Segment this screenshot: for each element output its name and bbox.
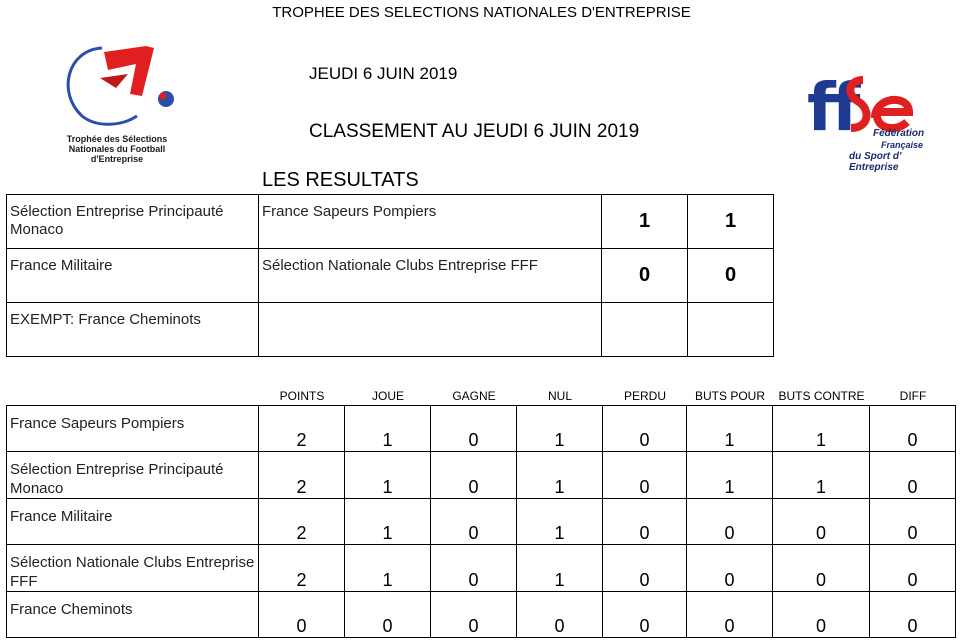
result-away-score xyxy=(688,303,774,357)
stat-buts-pour: 1 xyxy=(687,406,773,452)
result-home-score: 0 xyxy=(602,249,688,303)
result-row xyxy=(7,249,774,303)
ffse-logo xyxy=(805,48,935,178)
stat-nul: 0 xyxy=(517,592,603,638)
result-away-score: 0 xyxy=(688,249,774,303)
stat-perdu: 0 xyxy=(603,499,687,545)
stat-diff: 0 xyxy=(870,592,956,638)
stat-buts-pour: 0 xyxy=(687,499,773,545)
result-home-team: Sélection Entreprise Principauté Monaco xyxy=(7,195,259,249)
stat-points: 0 xyxy=(259,592,345,638)
stat-gagne: 0 xyxy=(431,545,517,592)
standings-table xyxy=(6,405,956,638)
ffse-mark-ff: ff xyxy=(807,69,861,146)
stat-buts-contre: 0 xyxy=(773,545,870,592)
trophy-caption xyxy=(42,134,192,164)
stat-gagne: 0 xyxy=(431,452,517,499)
result-home-team: France Militaire xyxy=(7,249,259,303)
team-name: Sélection Entreprise Principauté Monaco xyxy=(7,452,259,499)
col-head-nul: NUL xyxy=(547,389,572,403)
result-away-team xyxy=(259,303,602,357)
result-home-score: 1 xyxy=(602,195,688,249)
trophy-emblem-icon xyxy=(42,38,192,138)
classement-title: CLASSEMENT AU JEUDI 6 JUIN 2019 xyxy=(309,121,640,142)
stat-joue: 1 xyxy=(345,545,431,592)
standings-row xyxy=(7,499,956,545)
match-date: JEUDI 6 JUIN 2019 xyxy=(309,64,458,83)
stat-buts-contre: 0 xyxy=(773,499,870,545)
trophy-caption-line1: Trophée des Sélections xyxy=(66,134,168,144)
stat-buts-pour: 0 xyxy=(687,545,773,592)
ffse-caption-line1: Fédération xyxy=(873,128,925,139)
stat-joue: 0 xyxy=(345,592,431,638)
stat-perdu: 0 xyxy=(603,592,687,638)
stat-joue: 1 xyxy=(345,499,431,545)
result-away-score: 1 xyxy=(688,195,774,249)
col-head-joue: JOUE xyxy=(371,389,404,403)
document-title: TROPHEE DES SELECTIONS NATIONALES D'ENTREPRISE xyxy=(272,4,691,21)
stat-points: 2 xyxy=(259,452,345,499)
stat-diff: 0 xyxy=(870,499,956,545)
stat-gagne: 0 xyxy=(431,499,517,545)
col-head-buts-pour: BUTS POUR xyxy=(694,389,765,403)
stat-joue: 1 xyxy=(345,452,431,499)
result-row xyxy=(7,303,774,357)
team-name: France Cheminots xyxy=(7,592,259,638)
standings-row xyxy=(7,406,956,452)
result-away-team: France Sapeurs Pompiers xyxy=(259,195,602,249)
stat-nul: 1 xyxy=(517,499,603,545)
col-head-buts-contre: BUTS CONTRE xyxy=(778,389,865,403)
col-head-points: POINTS xyxy=(279,389,325,403)
stat-buts-contre: 1 xyxy=(773,452,870,499)
team-name: France Militaire xyxy=(7,499,259,545)
stat-points: 2 xyxy=(259,406,345,452)
ffse-caption-line2: Française xyxy=(881,140,924,150)
stat-buts-contre: 0 xyxy=(773,592,870,638)
stat-diff: 0 xyxy=(870,452,956,499)
stat-buts-pour: 0 xyxy=(687,592,773,638)
team-name: Sélection Nationale Clubs Entreprise FFF xyxy=(7,545,259,592)
result-row xyxy=(7,195,774,249)
col-head-diff: DIFF xyxy=(899,389,927,403)
result-away-team: Sélection Nationale Clubs Entreprise FFF xyxy=(259,249,602,303)
stat-perdu: 0 xyxy=(603,452,687,499)
standings-row xyxy=(7,452,956,499)
standings-row xyxy=(7,592,956,638)
trophy-caption-line2: Nationales du Football xyxy=(68,144,166,154)
stat-perdu: 0 xyxy=(603,545,687,592)
result-exempt-team: EXEMPT: France Cheminots xyxy=(7,303,259,357)
results-table xyxy=(6,194,774,357)
trophy-caption-line3: d'Entreprise xyxy=(90,154,144,164)
stat-points: 2 xyxy=(259,499,345,545)
ffse-caption-line3: du Sport d' Entreprise xyxy=(849,151,902,173)
result-home-score xyxy=(602,303,688,357)
col-head-gagne: GAGNE xyxy=(452,389,496,403)
standings-row xyxy=(7,545,956,592)
stat-gagne: 0 xyxy=(431,406,517,452)
results-heading: LES RESULTATS xyxy=(262,169,419,191)
stat-nul: 1 xyxy=(517,545,603,592)
stat-joue: 1 xyxy=(345,406,431,452)
col-head-perdu: PERDU xyxy=(623,389,666,403)
team-name: France Sapeurs Pompiers xyxy=(7,406,259,452)
stat-perdu: 0 xyxy=(603,406,687,452)
stat-points: 2 xyxy=(259,545,345,592)
trophy-logo xyxy=(42,38,192,173)
stat-gagne: 0 xyxy=(431,592,517,638)
stat-buts-pour: 1 xyxy=(687,452,773,499)
stat-buts-contre: 1 xyxy=(773,406,870,452)
stat-nul: 1 xyxy=(517,406,603,452)
stat-nul: 1 xyxy=(517,452,603,499)
stat-diff: 0 xyxy=(870,545,956,592)
stat-diff: 0 xyxy=(870,406,956,452)
